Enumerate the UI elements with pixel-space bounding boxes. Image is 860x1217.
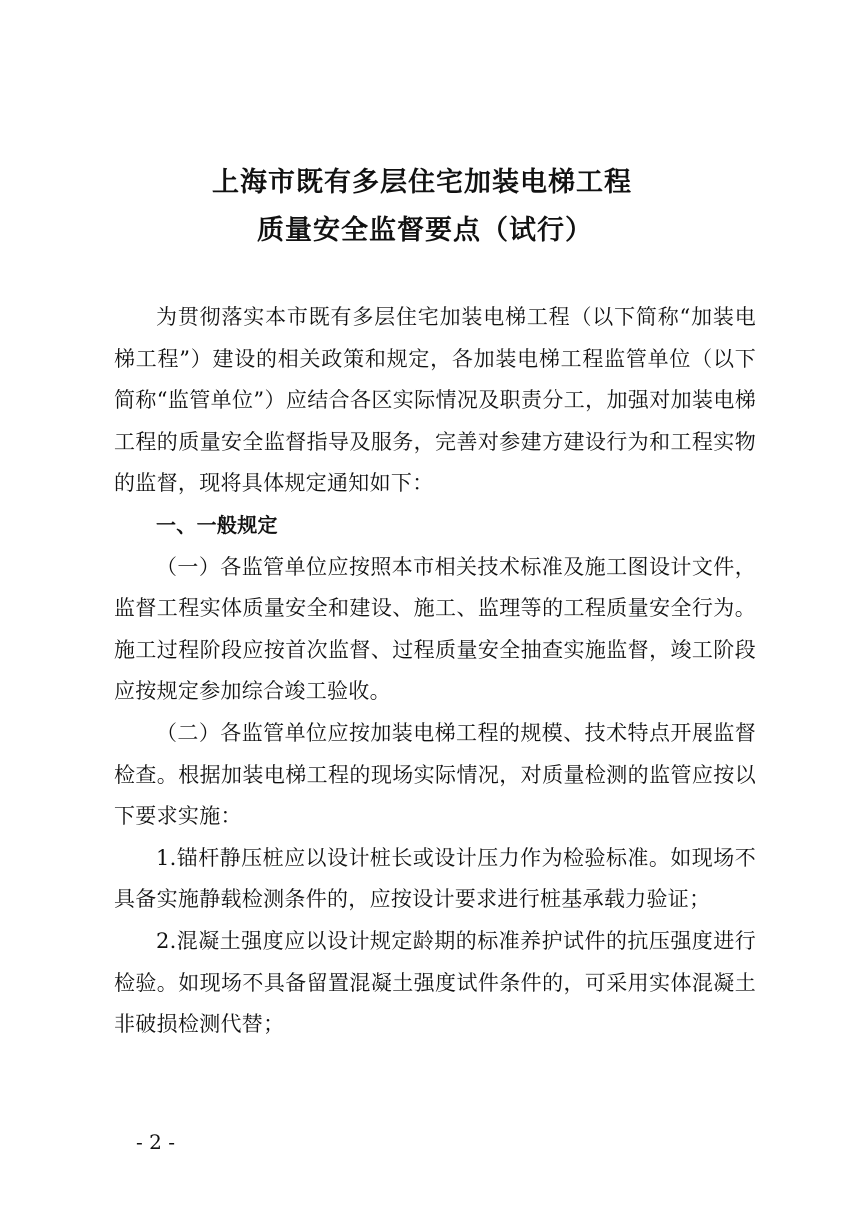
document-title-line-2: 质量安全监督要点（试行） <box>257 215 593 246</box>
clause-paragraph-1: （一）各监管单位应按照本市相关技术标准及施工图设计文件，监督工程实体质量安全和建设、施工、监理等的工程质量安全行为。施工过程阶段应按首次监督、过程质量安全抽查实施监督，竣工阶段应按规定参加综合竣工验收。 <box>114 554 756 704</box>
section-heading-general-rules: 一、一般规定 <box>156 512 278 537</box>
document-body <box>114 297 756 1046</box>
page-number: - 2 - <box>136 1130 175 1154</box>
item-paragraph-2: 2.混凝土强度应以设计规定龄期的标准养护试件的抗压强度进行检验。如现场不具备留置混凝土强度试件条件的，可采用实体混凝土非破损检测代替； <box>114 928 756 1037</box>
intro-paragraph: 为贯彻落实本市既有多层住宅加装电梯工程（以下简称“加装电梯工程”）建设的相关政策和规定，各加装电梯工程监管单位（以下简称“监管单位”）应结合各区实际情况及职责分工，加强对加装电梯工程的质量安全监督指导及服务，完善对参建方建设行为和工程实物的监督，现将具体规定通知如下： <box>114 305 756 496</box>
item-paragraph-1: 1.锚杆静压桩应以设计桩长或设计压力作为检验标准。如现场不具备实施静载检测条件的，应按设计要求进行桩基承载力验证； <box>114 845 756 912</box>
clause-paragraph-2: （二）各监管单位应按加装电梯工程的规模、技术特点开展监督检查。根据加装电梯工程的现场实际情况，对质量检测的监管应按以下要求实施： <box>114 720 756 829</box>
document-title-line-1: 上海市既有多层住宅加装电梯工程 <box>212 167 632 198</box>
